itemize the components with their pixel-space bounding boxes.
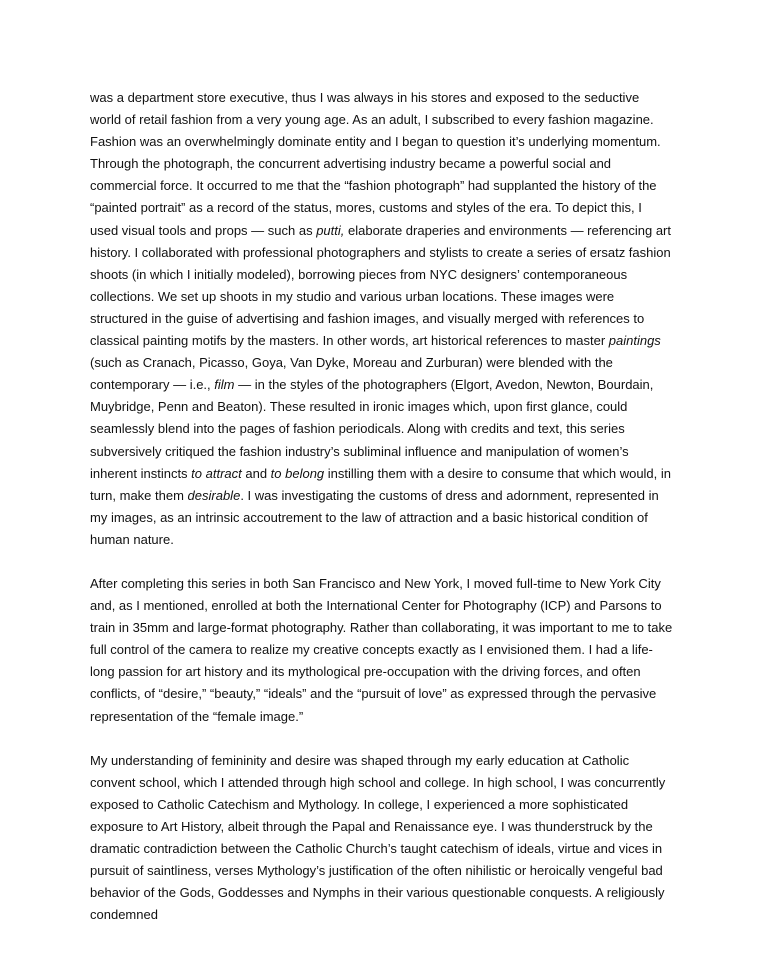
paragraph-3 — [90, 750, 673, 927]
paragraph-1-text: . I was investigating the customs of dress and adornment, represented in my images, as an intrinsic accoutrement to the law of attraction and a basic historical condition of human nature. — [90, 487, 659, 547]
paragraph-2 — [90, 573, 673, 728]
italic-term-film: film — [214, 377, 235, 393]
italic-term-desirable: desirable — [187, 487, 241, 503]
paragraph-1-text: elaborate draperies and environments — referencing art history. I collaborated with professional photographers and stylists to create a series of ersatz fashion shoots (in which I initially modeled), borrowing pieces from NYC designers’ contemporaneous collections. We set up shoots in my studio and various urban locations. These images were structured in the guise of advertising and fashion images, and visually merged with references to classical painting motifs by the masters. In other words, art historical references to master — [90, 222, 671, 349]
italic-term-to-belong: to belong — [270, 465, 325, 481]
paragraph-3-text: My understanding of femininity and desire was shaped through my early education at Catholic convent school, which I attended through high school and college. In high school, I was concurrently exposed to Catholic Catechism and Mythology. In college, I experienced a more sophisticated exposure to Art History, albeit through the Papal and Renaissance eye. I was thunderstruck by the dramatic contradiction between the Catholic Church’s taught catechism of ideals, virtue and vices in pursuit of saintliness, verses Mythology’s justification of the often nihilistic or heroically vengeful bad behavior of the Gods, Goddesses and Nymphs in their various questionable conquests. A religiously condemned — [90, 752, 666, 923]
paragraph-1-text: (such as Cranach, Picasso, Goya, Van Dyke, Moreau and Zurburan) were blended with the contemporary — i.e., — [90, 355, 613, 393]
paragraph-2-text: After completing this series in both San Francisco and New York, I moved full-time to New York City and, as I mentioned, enrolled at both the International Center for Photography (ICP) and Parsons to train in 35mm and large-format photography. Rather than collaborating, it was important to me to take full control of the camera to realize my creative concepts exactly as I envisioned them. I had a life-long passion for art history and its mythological pre-occupation with the driving forces, and often conflicts, of “desire,” “beauty,” “ideals” and the “pursuit of love” as expressed through the pervasive representation of the “female image.” — [90, 575, 673, 724]
italic-term-paintings: paintings — [608, 333, 661, 349]
paragraph-1-text: instilling them with a desire to consume that which would, in turn, make them — [90, 465, 672, 503]
paragraph-1 — [90, 87, 673, 551]
document-page — [90, 87, 673, 926]
paragraph-1-text: was a department store executive, thus I was always in his stores and exposed to the seductive world of retail fashion from a very young age. As an adult, I subscribed to every fashion magazine. Fashion was an overwhelmingly dominate entity and I began to question it’s underlying momentum. Through the photograph, the concurrent advertising industry became a powerful social and commercial force. It occurred to me that the “fashion photograph” had supplanted the history of the “painted portrait” as a record of the status, mores, customs and styles of the era. To depict this, I used visual tools and props — such as — [90, 90, 661, 238]
paragraph-1-text: and — [241, 465, 271, 481]
italic-term-putti: putti, — [316, 222, 345, 238]
italic-term-to-attract: to attract — [191, 465, 242, 481]
paragraph-1-text: — in the styles of the photographers (Elgort, Avedon, Newton, Bourdain, Muybridge, Penn and Beaton). These resulted in ironic images which, upon first glance, could seamlessly blend into the pages of fashion periodicals. Along with credits and text, this series subversively critiqued the fashion industry’s subliminal influence and manipulation of women’s inherent instincts — [90, 377, 654, 481]
